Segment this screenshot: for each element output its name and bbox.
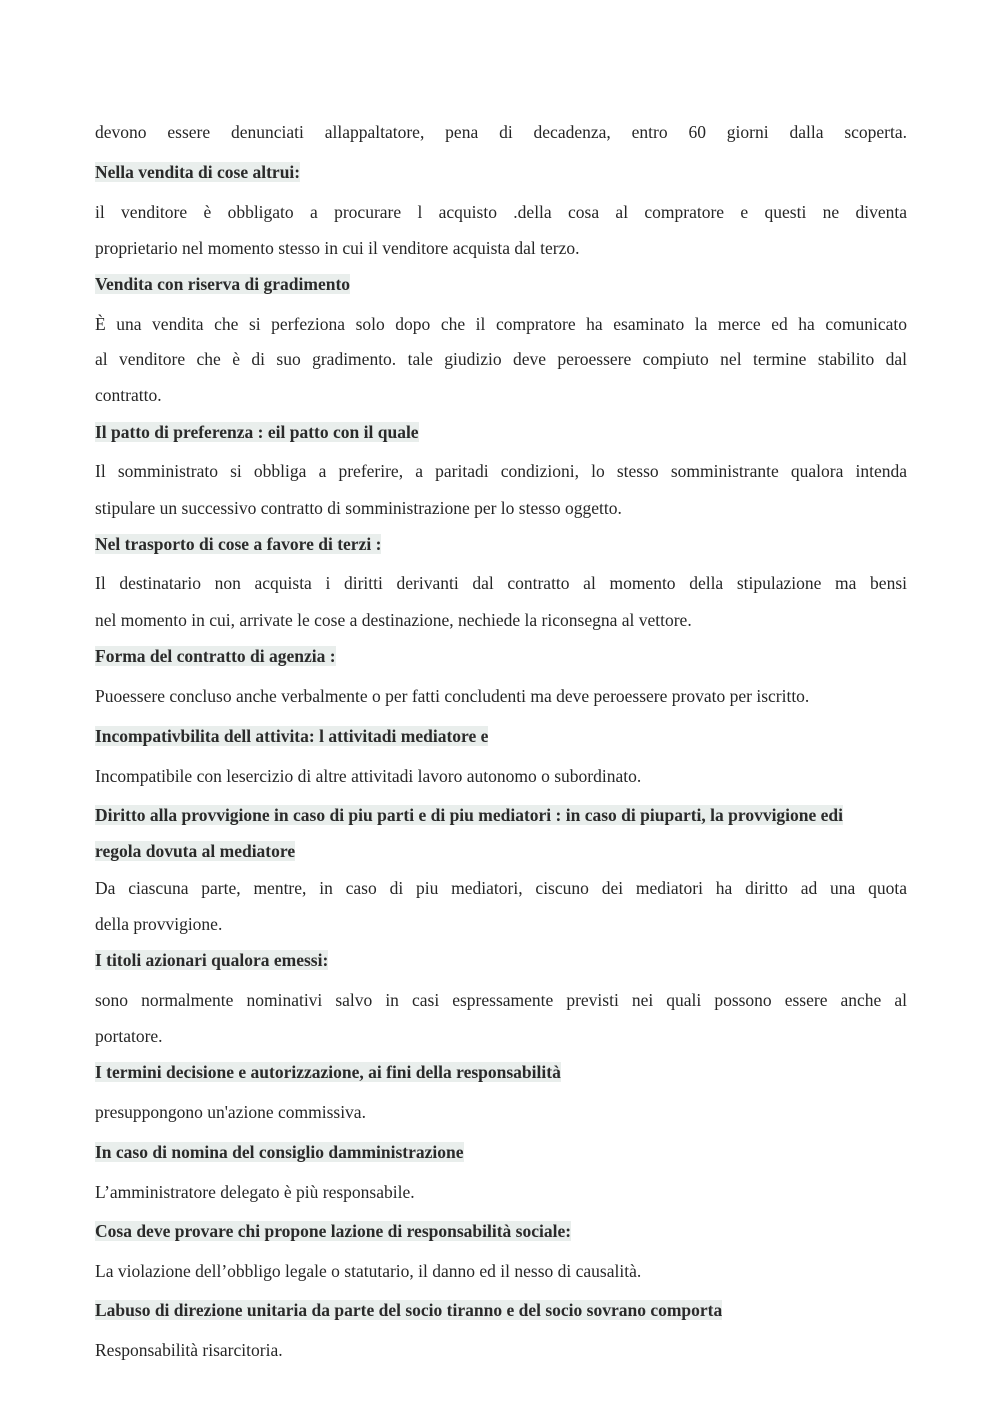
body-text-line: il venditore è obbligato a procurare l acquisto .della cosa al compratore e questi ne diventa [95,202,907,222]
body-text-line: Il destinatario non acquista i diritti derivanti dal contratto al momento della stipulazione ma bensi [95,573,907,593]
body-text-line: Da ciascuna parte, mentre, in caso di piu mediatori, ciscuno dei mediatori ha diritto ad una quota [95,878,907,898]
section-heading: Il patto di preferenza : eil patto con il quale [95,422,419,442]
body-text-line: contratto. [95,385,162,405]
body-text-line: presuppongono un'azione commissiva. [95,1102,366,1122]
section-heading: Forma del contratto di agenzia : [95,646,336,666]
body-text-line: Il somministrato si obbliga a preferire, a paritadi condizioni, lo stesso somministrante qualora intenda [95,461,907,481]
body-text-line: nel momento in cui, arrivate le cose a destinazione, nechiede la riconsegna al vettore. [95,610,692,630]
body-text-line: È una vendita che si perfeziona solo dopo che il compratore ha esaminato la merce ed ha comunicato [95,314,907,334]
section-heading: Incompativbilita dell attivita: l attivitadi mediatore e [95,726,489,746]
body-text-line: proprietario nel momento stesso in cui il venditore acquista dal terzo. [95,238,580,258]
section-heading: Nella vendita di cose altrui: [95,162,301,182]
body-text-line: della provvigione. [95,914,223,934]
section-heading: regola dovuta al mediatore [95,841,296,861]
body-text-line: sono normalmente nominativi salvo in casi espressamente previsti nei quali possono essere anche al [95,990,907,1010]
body-text-line: La violazione dell’obbligo legale o statutario, il danno ed il nesso di causalità. [95,1261,642,1281]
body-text-line: stipulare un successivo contratto di somministrazione per lo stesso oggetto. [95,498,622,518]
section-heading: Diritto alla provvigione in caso di piu parti e di piu mediatori : in caso di piuparti, la provvigione edi [95,805,844,825]
section-heading: I termini decisione e autorizzazione, ai fini della responsabilità [95,1062,561,1082]
body-text-line: Responsabilità risarcitoria. [95,1340,283,1360]
section-heading: I titoli azionari qualora emessi: [95,950,329,970]
section-heading: Cosa deve provare chi propone lazione di responsabilità sociale: [95,1221,572,1241]
body-text-line: L’amministratore delegato è più responsabile. [95,1182,415,1202]
body-text-line: devono essere denunciati allappaltatore, pena di decadenza, entro 60 giorni dalla scoperta. [95,122,907,142]
section-heading: In caso di nomina del consiglio damministrazione [95,1142,464,1162]
body-text-line: Incompatibile con lesercizio di altre attivitadi lavoro autonomo o subordinato. [95,766,642,786]
section-heading: Nel trasporto di cose a favore di terzi : [95,534,382,554]
body-text-line: portatore. [95,1026,163,1046]
section-heading: Vendita con riserva di gradimento [95,274,351,294]
body-text-line: al venditore che è di suo gradimento. tale giudizio deve peroessere compiuto nel termine stabilito dal [95,349,907,369]
section-heading: Labuso di direzione unitaria da parte del socio tiranno e del socio sovrano comporta [95,1300,723,1320]
body-text-line: Puoessere concluso anche verbalmente o per fatti concludenti ma deve peroessere provato per iscritto. [95,686,810,706]
